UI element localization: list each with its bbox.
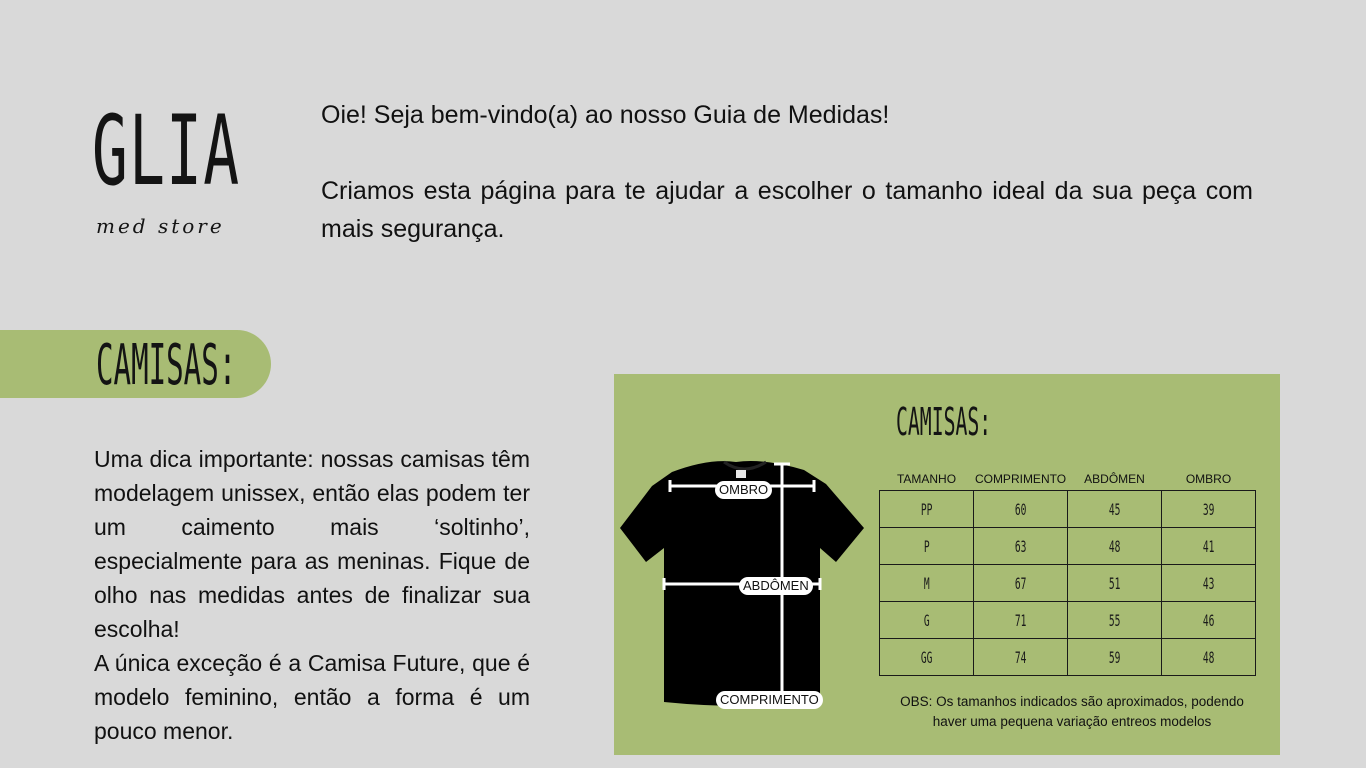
tip-paragraph-1: Uma dica importante: nossas camisas têm modelagem unissex, então elas podem ter um caimento mais ‘soltinho’, especialmente para as meninas. Fique de olho nas medidas antes de finalizar sua escolha! [94, 446, 530, 642]
size-cell: PP [920, 499, 933, 519]
abdomen-cell: 51 [1108, 573, 1121, 593]
tshirt-tag [736, 470, 746, 478]
header-ombro: OMBRO [1185, 472, 1232, 486]
logo-tagline: med store [96, 214, 225, 238]
abdomen-cell: 45 [1108, 499, 1121, 519]
table-row [880, 491, 1256, 528]
ombro-cell: 46 [1202, 610, 1215, 630]
size-cell: GG [920, 647, 933, 667]
table-row [880, 602, 1256, 639]
comprimento-cell: 71 [1014, 610, 1027, 630]
table-row [880, 639, 1256, 676]
logo-wordmark: GLIA [92, 95, 241, 207]
ombro-cell: 39 [1202, 499, 1215, 519]
size-cell: P [923, 536, 930, 556]
intro-greeting: Oie! Seja bem-vindo(a) ao nosso Guia de Medidas! [321, 101, 890, 129]
label-abdomen: ABDÔMEN [739, 577, 813, 595]
comprimento-cell: 67 [1014, 573, 1027, 593]
tip-paragraph-2: A única exceção é a Camisa Future, que é modelo feminino, então a forma é um pouco menor. [94, 650, 530, 744]
abdomen-cell: 48 [1108, 536, 1121, 556]
abdomen-cell: 55 [1108, 610, 1121, 630]
comprimento-cell: 74 [1014, 647, 1027, 667]
size-table [879, 468, 1256, 676]
section-header-camisas [0, 330, 271, 398]
size-cell: G [923, 610, 930, 630]
intro-paragraph: Criamos esta página para te ajudar a escolher o tamanho ideal da sua peça com mais segurança. [321, 177, 1253, 243]
ombro-cell: 48 [1202, 647, 1215, 667]
brand-logo [92, 92, 272, 252]
ombro-cell: 43 [1202, 573, 1215, 593]
size-table-header [880, 468, 1256, 491]
size-cell: M [923, 573, 930, 593]
abdomen-cell: 59 [1108, 647, 1121, 667]
comprimento-cell: 63 [1014, 536, 1027, 556]
table-row [880, 528, 1256, 565]
intro-text [321, 96, 1253, 248]
label-comprimento: COMPRIMENTO [716, 691, 823, 709]
tip-text [94, 442, 530, 748]
ombro-cell: 41 [1202, 536, 1215, 556]
card-title: CAMISAS: [896, 400, 992, 444]
size-guide-card [614, 374, 1280, 755]
comprimento-cell: 60 [1014, 499, 1027, 519]
table-row [880, 565, 1256, 602]
header-abdomen: ABDÔMEN [1084, 472, 1145, 486]
table-note: OBS: Os tamanhos indicados são aproximados, podendo haver uma pequena variação entreos modelos [900, 694, 1244, 729]
label-ombro: OMBRO [715, 481, 772, 499]
section-title: CAMISAS: [96, 333, 237, 398]
header-comprimento: COMPRIMENTO [974, 472, 1067, 486]
header-tamanho: TAMANHO [896, 472, 957, 486]
